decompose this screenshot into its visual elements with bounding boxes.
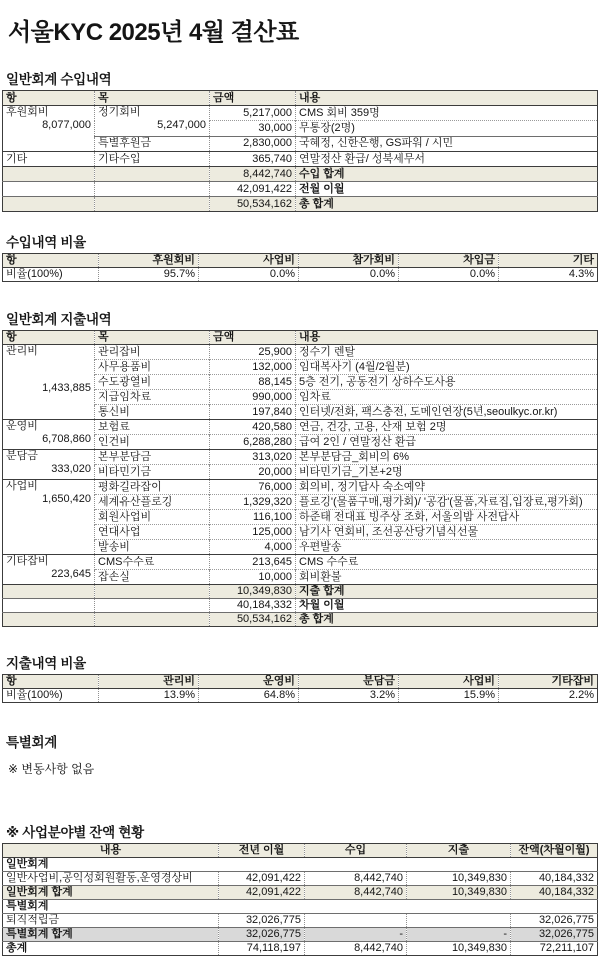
desc-cell: 5층 전기, 공동전기 상하수도사용	[296, 375, 598, 390]
row-label: 총계	[3, 942, 219, 956]
ratio-header-row	[3, 675, 598, 689]
expense-ratio-table	[2, 674, 598, 703]
summary-label: 전월 이월	[296, 182, 598, 197]
table-row	[3, 914, 598, 928]
mok-cell: 지급임차료	[95, 390, 210, 405]
mok-cell: CMS수수료	[95, 555, 210, 570]
hang-cell	[3, 345, 95, 420]
amount-cell: 6,288,280	[210, 435, 296, 450]
row-label: 일반사업비,공익성회원활동,운영경상비	[3, 872, 219, 886]
hang-total: 1,650,420	[42, 493, 91, 505]
hang-total: 333,020	[51, 463, 91, 475]
amount-cell: 125,000	[210, 525, 296, 540]
desc-cell: 국혜정, 신한은행, GS파워 / 시민	[296, 136, 598, 151]
expense-table	[2, 330, 598, 627]
ratio-value-cell: 0.0%	[199, 268, 299, 282]
hang-total: 1,433,885	[42, 382, 91, 394]
out-cell: 10,349,830	[407, 886, 511, 900]
amount-cell: 25,900	[210, 345, 296, 360]
desc-cell: 정수기 렌탈	[296, 345, 598, 360]
bal-cell: 40,184,332	[511, 872, 598, 886]
col-header: 잔액(차월이월)	[511, 844, 598, 858]
row-label: 퇴직적립금	[3, 914, 219, 928]
amount-cell: 76,000	[210, 480, 296, 495]
amount-cell: 420,580	[210, 420, 296, 435]
balance-table	[2, 843, 598, 956]
desc-cell: 플로깅'(물품구매,평가회)/ '공감'(물품,자료집,입장료,평가회)	[296, 495, 598, 510]
ratio-value-cell: 3.2%	[299, 689, 399, 703]
ratio-header-row	[3, 254, 598, 268]
desc-cell: 회의비, 정기답사 숙소예약	[296, 480, 598, 495]
prev-cell: 42,091,422	[219, 886, 305, 900]
hang-label: 관리비	[6, 345, 38, 357]
summary-row	[3, 599, 598, 613]
col-header: 지출	[407, 844, 511, 858]
col-header: 관리비	[99, 675, 199, 689]
prev-cell: 74,118,197	[219, 942, 305, 956]
table-row	[3, 555, 598, 570]
empty-cell	[3, 197, 95, 212]
hang-total: 223,645	[51, 568, 91, 580]
col-header: 수입	[305, 844, 407, 858]
hang-cell	[3, 450, 95, 480]
income-table	[2, 90, 598, 212]
bal-cell: 40,184,332	[511, 886, 598, 900]
in-cell	[305, 914, 407, 928]
desc-cell: 무통장(2명)	[296, 121, 598, 136]
empty-cell	[95, 167, 210, 182]
summary-row	[3, 197, 598, 212]
hang-cell	[3, 480, 95, 555]
empty-cell	[95, 613, 210, 627]
out-cell: 10,349,830	[407, 872, 511, 886]
desc-cell: 회비환불	[296, 570, 598, 585]
summary-row	[3, 182, 598, 197]
table-row	[3, 106, 598, 121]
amount-cell: 116,100	[210, 510, 296, 525]
col-header-amount: 금액	[210, 91, 296, 106]
ratio-value-cell: 13.9%	[99, 689, 199, 703]
table-row	[3, 450, 598, 465]
desc-cell: 임차료	[296, 390, 598, 405]
amount-cell: 1,329,320	[210, 495, 296, 510]
section-label: 일반회계	[3, 858, 598, 872]
amount-cell: 2,830,000	[210, 136, 296, 151]
table-row	[3, 480, 598, 495]
col-header-amount: 금액	[210, 331, 296, 345]
summary-row	[3, 585, 598, 599]
amount-cell: 197,840	[210, 405, 296, 420]
col-header: 참가회비	[299, 254, 399, 268]
col-header: 분담금	[299, 675, 399, 689]
amount-cell: 20,000	[210, 465, 296, 480]
col-header: 항	[3, 675, 99, 689]
desc-cell: 하준태 전대표 빙주상 조화, 서울의밤 사전답사	[296, 510, 598, 525]
amount-cell: 365,740	[210, 152, 296, 167]
hang-cell: 기타	[3, 152, 95, 167]
mok-cell: 발송비	[95, 540, 210, 555]
amount-cell: 40,184,332	[210, 599, 296, 613]
col-header: 전년 이월	[219, 844, 305, 858]
summary-label: 지출 합계	[296, 585, 598, 599]
desc-cell: 남기사 연회비, 조선공산당기념식선물	[296, 525, 598, 540]
desc-cell: 본부분담금_회비의 6%	[296, 450, 598, 465]
income-header-row	[3, 91, 598, 106]
amount-cell: 50,534,162	[210, 613, 296, 627]
ratio-value-cell: 95.7%	[99, 268, 199, 282]
mok-cell: 본부분담금	[95, 450, 210, 465]
ratio-value-cell: 0.0%	[399, 268, 499, 282]
total-row	[3, 928, 598, 942]
section-heading-income-ratio: 수입내역 비율	[6, 235, 86, 250]
table-row	[3, 345, 598, 360]
out-cell: -	[407, 928, 511, 942]
section-row	[3, 858, 598, 872]
empty-cell	[95, 599, 210, 613]
mok-cell	[95, 106, 210, 137]
grand-total-row	[3, 942, 598, 956]
in-cell: 8,442,740	[305, 886, 407, 900]
section-heading-income: 일반회계 수입내역	[6, 72, 112, 87]
empty-cell	[3, 167, 95, 182]
desc-cell: 인터넷/전화, 팩스충전, 도메인연장(5년,seoulkyc.or.kr)	[296, 405, 598, 420]
amount-cell: 10,349,830	[210, 585, 296, 599]
ratio-value-cell: 2.2%	[499, 689, 598, 703]
summary-row	[3, 613, 598, 627]
page-title: 서울KYC 2025년 4월 결산표	[8, 19, 299, 46]
bal-cell: 32,026,775	[511, 914, 598, 928]
ratio-value-cell: 4.3%	[499, 268, 598, 282]
hang-label: 사업비	[6, 480, 38, 492]
section-heading-balance: ※ 사업분야별 잔액 현황	[6, 825, 144, 840]
ratio-value-cell: 15.9%	[399, 689, 499, 703]
section-heading-special: 특별회계	[6, 735, 57, 750]
hang-total: 6,708,860	[42, 433, 91, 445]
col-header: 사업비	[199, 254, 299, 268]
col-header: 차입금	[399, 254, 499, 268]
prev-cell: 32,026,775	[219, 928, 305, 942]
amount-cell: 990,000	[210, 390, 296, 405]
hang-total: 8,077,000	[42, 119, 91, 131]
empty-cell	[3, 182, 95, 197]
balance-header-row	[3, 844, 598, 858]
col-header: 기타잡비	[499, 675, 598, 689]
hang-cell	[3, 420, 95, 450]
col-header: 운영비	[199, 675, 299, 689]
income-ratio-table	[2, 253, 598, 282]
summary-label: 수입 합계	[296, 167, 598, 182]
mok-cell: 잡손실	[95, 570, 210, 585]
in-cell: 8,442,740	[305, 942, 407, 956]
table-row	[3, 152, 598, 167]
mok-cell: 관리잡비	[95, 345, 210, 360]
ratio-value-cell: 64.8%	[199, 689, 299, 703]
amount-cell: 42,091,422	[210, 182, 296, 197]
amount-cell: 50,534,162	[210, 197, 296, 212]
mok-cell: 평화길라잡이	[95, 480, 210, 495]
hang-cell	[3, 555, 95, 585]
empty-cell	[95, 585, 210, 599]
col-header: 기타	[499, 254, 598, 268]
hang-label: 분담금	[6, 450, 38, 462]
amount-cell: 30,000	[210, 121, 296, 136]
ratio-value-row	[3, 268, 598, 282]
desc-cell: 임대복사기 (4월/2월분)	[296, 360, 598, 375]
col-header-mok: 목	[95, 91, 210, 106]
col-header-hang: 항	[3, 91, 95, 106]
amount-cell: 5,217,000	[210, 106, 296, 121]
prev-cell: 42,091,422	[219, 872, 305, 886]
amount-cell: 313,020	[210, 450, 296, 465]
empty-cell	[95, 182, 210, 197]
bal-cell: 72,211,107	[511, 942, 598, 956]
amount-cell: 10,000	[210, 570, 296, 585]
section-heading-expense-ratio: 지출내역 비율	[6, 656, 86, 671]
desc-cell: 연금, 건강, 고용, 산재 보험 2명	[296, 420, 598, 435]
row-label: 비율(100%)	[3, 268, 99, 282]
desc-cell: 급여 2인 / 연말정산 환급	[296, 435, 598, 450]
out-cell	[407, 914, 511, 928]
col-header-hang: 항	[3, 331, 95, 345]
table-row	[3, 872, 598, 886]
row-label: 일반회계 합계	[3, 886, 219, 900]
mok-label: 정기회비	[98, 106, 141, 118]
col-header: 내용	[3, 844, 219, 858]
col-header: 사업비	[399, 675, 499, 689]
amount-cell: 4,000	[210, 540, 296, 555]
empty-cell	[3, 599, 95, 613]
row-label: 비율(100%)	[3, 689, 99, 703]
ratio-value-row	[3, 689, 598, 703]
prev-cell: 32,026,775	[219, 914, 305, 928]
col-header-desc: 내용	[296, 331, 598, 345]
hang-label: 운영비	[6, 420, 38, 432]
mok-cell: 연대사업	[95, 525, 210, 540]
mok-cell: 기타수입	[95, 152, 210, 167]
desc-cell: CMS 회비 359명	[296, 106, 598, 121]
mok-cell: 비타민기금	[95, 465, 210, 480]
summary-row	[3, 167, 598, 182]
special-note: ※ 변동사항 없음	[8, 762, 95, 776]
mok-cell: 통신비	[95, 405, 210, 420]
total-row	[3, 886, 598, 900]
amount-cell: 88,145	[210, 375, 296, 390]
summary-label: 총 합계	[296, 613, 598, 627]
in-cell: 8,442,740	[305, 872, 407, 886]
hang-cell	[3, 106, 95, 152]
col-header-desc: 내용	[296, 91, 598, 106]
amount-cell: 213,645	[210, 555, 296, 570]
in-cell: -	[305, 928, 407, 942]
desc-cell: 비타민기금_기본+2명	[296, 465, 598, 480]
col-header-mok: 목	[95, 331, 210, 345]
bal-cell: 32,026,775	[511, 928, 598, 942]
mok-cell: 회원사업비	[95, 510, 210, 525]
empty-cell	[3, 585, 95, 599]
expense-header-row	[3, 331, 598, 345]
ratio-value-cell: 0.0%	[299, 268, 399, 282]
empty-cell	[95, 197, 210, 212]
amount-cell: 8,442,740	[210, 167, 296, 182]
mok-cell: 수도광열비	[95, 375, 210, 390]
mok-total: 5,247,000	[157, 119, 206, 131]
mok-cell: 보험료	[95, 420, 210, 435]
desc-cell: 우편발송	[296, 540, 598, 555]
desc-cell: 연말정산 환급/ 성북세무서	[296, 152, 598, 167]
summary-label: 차월 이월	[296, 599, 598, 613]
row-label: 특별회계 합계	[3, 928, 219, 942]
section-row	[3, 900, 598, 914]
section-heading-expense: 일반회계 지출내역	[6, 312, 112, 327]
desc-cell: CMS 수수료	[296, 555, 598, 570]
section-label: 특별회계	[3, 900, 598, 914]
col-header: 항	[3, 254, 99, 268]
summary-label: 총 합계	[296, 197, 598, 212]
empty-cell	[3, 613, 95, 627]
hang-label: 후원회비	[6, 106, 49, 118]
mok-cell: 세계유산플로깅	[95, 495, 210, 510]
col-header: 후원회비	[99, 254, 199, 268]
amount-cell: 132,000	[210, 360, 296, 375]
mok-cell: 인건비	[95, 435, 210, 450]
mok-cell: 사무용품비	[95, 360, 210, 375]
hang-label: 기타잡비	[6, 555, 49, 567]
out-cell: 10,349,830	[407, 942, 511, 956]
table-row	[3, 420, 598, 435]
mok-cell: 특별후원금	[95, 136, 210, 151]
